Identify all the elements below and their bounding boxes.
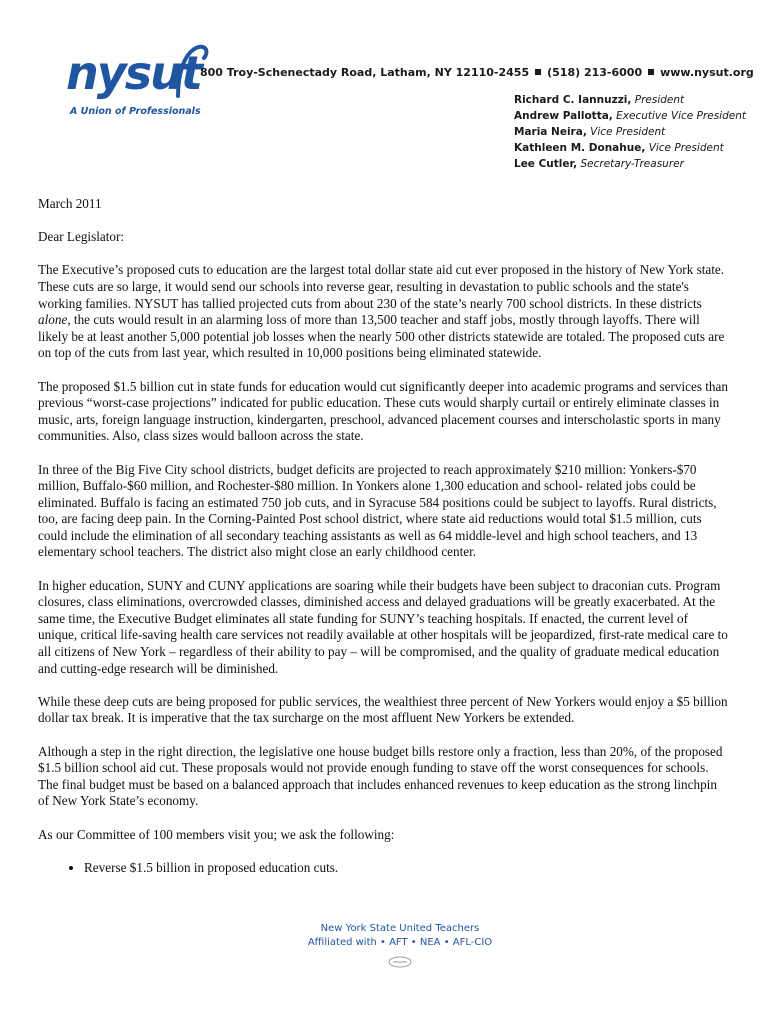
officer-name: Maria Neira, <box>514 126 587 138</box>
officer-title: Executive Vice President <box>616 110 746 122</box>
letter-body <box>38 196 728 876</box>
officer-title: Secretary-Treasurer <box>580 158 684 170</box>
officer <box>514 140 746 156</box>
paragraph: While these deep cuts are being proposed for public services, the wealthiest three percent of New Yorkers would enjoy a $5 billion dollar tax break. It is imperative that the tax surcharge on the most affluent New Yorkers be extended. <box>38 693 728 726</box>
salutation: Dear Legislator: <box>38 229 125 245</box>
paragraph: The proposed $1.5 billion cut in state funds for education would cut significantly deeper into academic programs and services than previous “worst-case projections” indicated for public education. These cuts would sharply curtail or entirely eliminate classes in music, arts, foreign language instruction, kindergarten, preschool, advanced placement courses and interscholastic sports in many communities. Also, class sizes would balloon across the state. <box>38 378 728 444</box>
paragraph: Although a step in the right direction, the legislative one house budget bills restore only a fraction, less than 20%, of the proposed $1.5 billion school aid cut. These proposals would not provide enough funding to stave off the worst consequences for schools. The final budget must be based on a balanced approach that includes enhanced revenues to keep education as the strong linchpin of New York State’s economy. <box>38 743 723 809</box>
officer-name: Kathleen M. Donahue, <box>514 142 646 154</box>
officer-title: Vice President <box>590 126 666 138</box>
website-link[interactable]: www.nysut.org <box>660 66 754 79</box>
officer-name: Lee Cutler, <box>514 158 578 170</box>
phone: (518) 213-6000 <box>547 66 643 79</box>
paragraph: As our Committee of 100 members visit you; we ask the following: <box>38 826 395 842</box>
paragraph: In higher education, SUNY and CUNY applications are soaring while their budgets have been subject to draconian cuts. Program closures, class eliminations, overcrowded classes, diminished access and delayed graduations will be greatly exacerbated. At the same time, the Executive Budget eliminates all state funding for SUNY’s teaching hospitals. If enacted, the current level of unique, critical life-saving health care services not readily available at other hospitals will be jeopardized, first-rate medical care to all citizens of New York – regardless of their ability to pay – will be compromised, and the quality of graduate medical education and cutting-edge research will be diminished. <box>38 577 728 676</box>
nysut-logo <box>66 44 206 118</box>
list-item: • Reverse $1.5 billion in proposed education cuts. <box>84 860 728 877</box>
footer-affiliations: Affiliated with • AFT • NEA • AFL-CIO <box>307 937 493 948</box>
officer <box>514 108 746 124</box>
address: 800 Troy-Schenectady Road, Latham, NY 12110-2455 <box>200 66 530 79</box>
union-bug-icon <box>388 956 412 968</box>
bullet-square-icon <box>535 69 541 75</box>
officer <box>514 124 746 140</box>
paragraph: In three of the Big Five City school districts, budget deficits are projected to reach approximately $210 million: Yonkers-$70 million, Buffalo-$60 million, and Rochester-$80 million. In Yonkers alone 1,300 education and school- related jobs could be eliminated. Buffalo is facing an estimated 750 job cuts, and in Syracuse 584 positions could be subject to layoffs. Rural districts, too, are facing deep pain. In the Corning-Painted Post school district, where state aid reductions would total $1.5 million, cuts could include the elimination of all secondary teaching assistants as well as 64 middle-level and high school teachers, and 13 elementary school teachers. The district also might close an early childhood center. <box>38 461 717 560</box>
officer <box>514 92 746 108</box>
officer-title: President <box>634 94 685 106</box>
officer <box>514 156 746 172</box>
officer-title: Vice President <box>648 142 724 154</box>
contact-line <box>200 66 754 79</box>
paragraph-text: The Executive’s proposed cuts to education are the largest total dollar state aid cut ever proposed in the history of New York state. These cuts are so large, it would send our schools into reverse gear, resulting in devastation to public schools and the state's working families. NYSUT has tallied projected cuts from about 230 of the state’s nearly 700 school districts. In these districts <box>38 262 725 311</box>
logo-wordmark: nysut <box>66 46 201 100</box>
paragraph-text: , the cuts would result in an alarming loss of more than 13,500 teacher and staff jobs, mostly through layoffs. There will likely be at least another 5,000 potential job losses when the nearly 500 other districts statewide are totaled. The proposed cuts are on top of the cuts from last year, which resulted in 10,000 positions being eliminated statewide. <box>38 312 725 361</box>
officers-list <box>514 92 746 172</box>
letter-date: March 2011 <box>38 196 102 211</box>
footer <box>300 922 500 950</box>
officer-name: Andrew Pallotta, <box>514 110 613 122</box>
paragraph <box>38 262 728 362</box>
logo-tagline: A Union of Professionals <box>70 106 201 117</box>
footer-org: New York State United Teachers <box>320 923 480 934</box>
officer-name: Richard C. Iannuzzi, <box>514 94 632 106</box>
emphasis-text: alone <box>38 312 68 328</box>
request-list <box>38 860 728 877</box>
bullet-square-icon <box>648 69 654 75</box>
